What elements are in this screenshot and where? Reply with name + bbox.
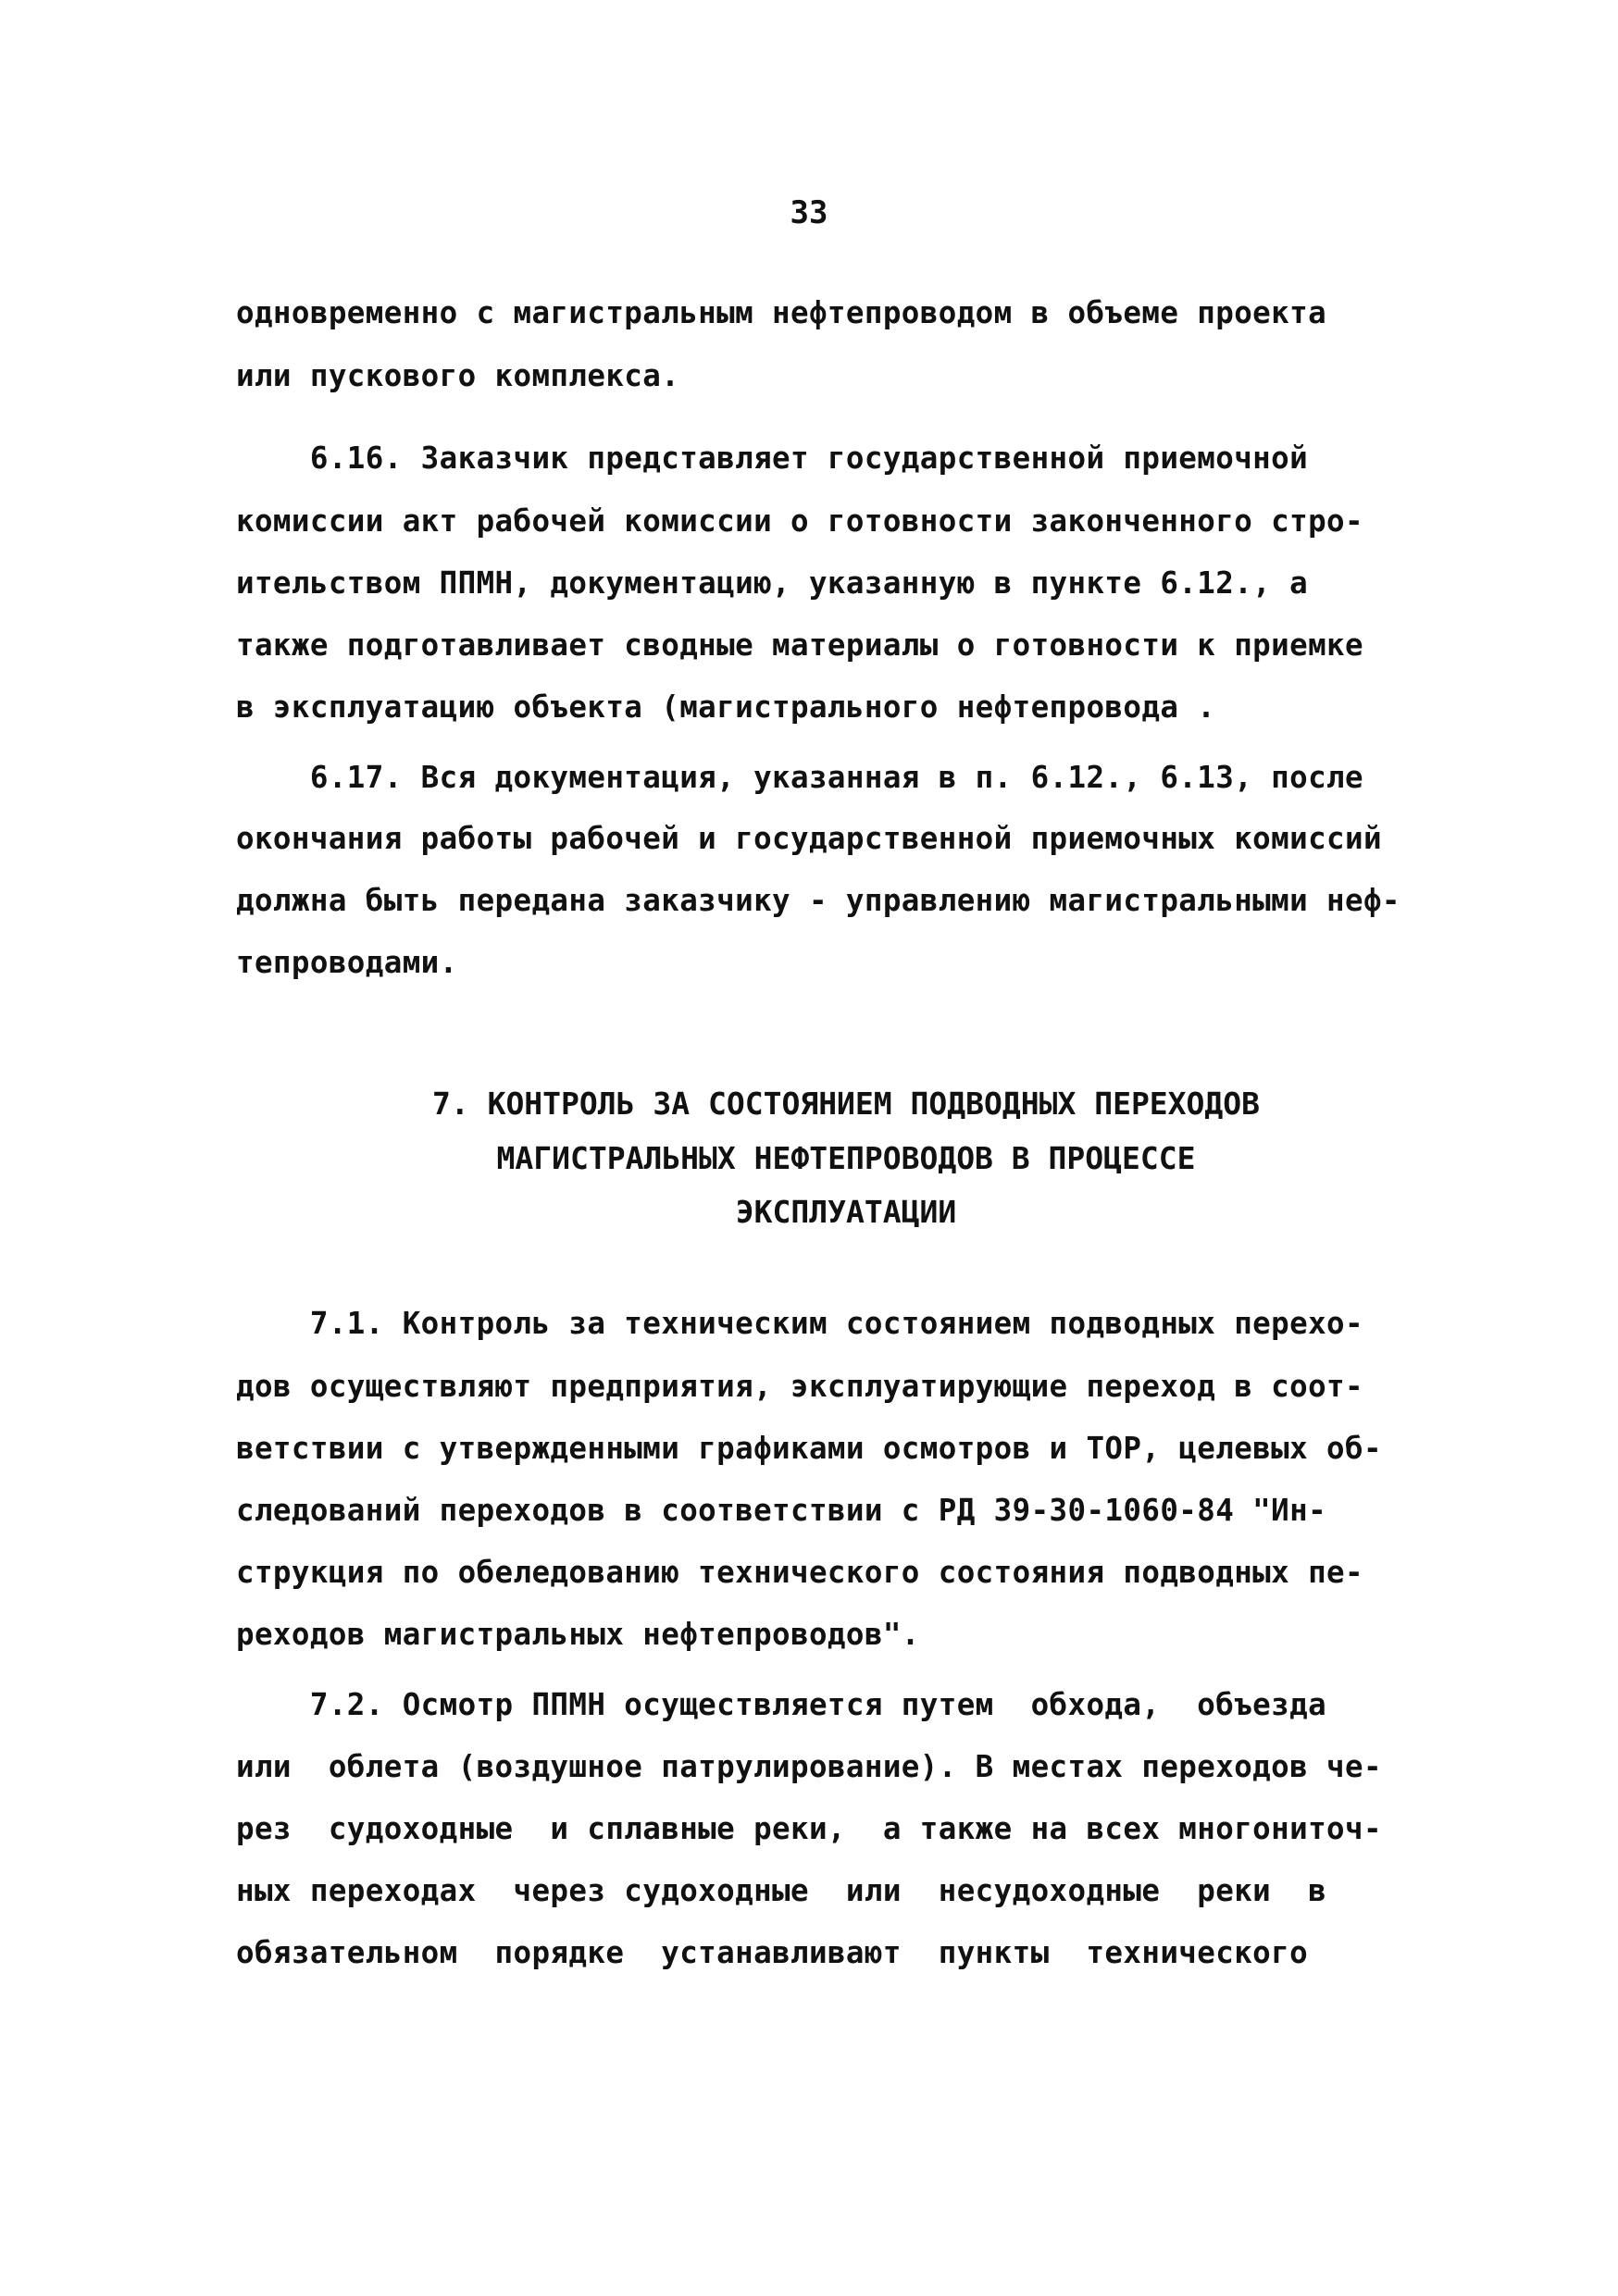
paragraph-line: струкция по обеледованию технического состояния подводных пе- — [236, 1555, 1363, 1590]
paragraph-line: 6.17. Вся документация, указанная в п. 6.12., 6.13, после — [236, 760, 1363, 795]
paragraph-line: следований переходов в соответствии с РД 39-30-1060-84 "Ин- — [236, 1493, 1327, 1528]
section-heading-line: МАГИСТРАЛЬНЫХ НЕФТЕПРОВОДОВ В ПРОЦЕССЕ — [496, 1140, 1196, 1176]
paragraph-line: рез судоходные и сплавные реки, а также на всех многониточ- — [236, 1811, 1382, 1846]
paragraph-line: 6.16. Заказчик представляет государственной приемочной — [236, 441, 1309, 476]
paragraph-line: или пускового комплекса. — [236, 358, 680, 393]
paragraph-line: в эксплуатацию объекта (магистрального нефтепровода . — [236, 689, 1216, 725]
paragraph-line: 7.1. Контроль за техническим состоянием подводных перехо- — [236, 1306, 1363, 1341]
paragraph-line: ительством ППМН, документацию, указанную в пункте 6.12., а — [236, 565, 1309, 601]
paragraph-line: 7.2. Осмотр ППМН осуществляется путем обхода, объезда — [236, 1687, 1327, 1722]
paragraph-line: дов осуществляют предприятия, эксплуатирующие переход в соот- — [236, 1369, 1363, 1404]
paragraph-line: также подготавливает сводные материалы о готовности к приемке — [236, 627, 1363, 663]
paragraph-line: ных переходах через судоходные или несудоходные реки в — [236, 1873, 1327, 1908]
paragraph-line: реходов магистральных нефтепроводов". — [236, 1617, 920, 1652]
section-heading-line: ЭКСПЛУАТАЦИИ — [735, 1194, 957, 1230]
paragraph-line: тепроводами. — [236, 945, 458, 980]
paragraph-line: окончания работы рабочей и государственной приемочных комиссий — [236, 821, 1382, 856]
paragraph-line: должна быть передана заказчику - управлению магистральными неф- — [236, 883, 1400, 918]
paragraph-line: или облета (воздушное патрулирование). В местах переходов че- — [236, 1749, 1382, 1784]
paragraph-line: обязательном порядке устанавливают пункты технического — [236, 1935, 1309, 1970]
paragraph-line: комиссии акт рабочей комиссии о готовности законченного стро- — [236, 503, 1363, 539]
paragraph-line: одновременно с магистральным нефтепроводом в объеме проекта — [236, 295, 1327, 330]
paragraph-line: ветствии с утвержденными графиками осмотров и ТОР, целевых об- — [236, 1431, 1382, 1466]
section-heading-line: 7. КОНТРОЛЬ ЗА СОСТОЯНИЕМ ПОДВОДНЫХ ПЕРЕХОДОВ — [431, 1086, 1261, 1122]
page-number: 33 — [790, 194, 828, 231]
